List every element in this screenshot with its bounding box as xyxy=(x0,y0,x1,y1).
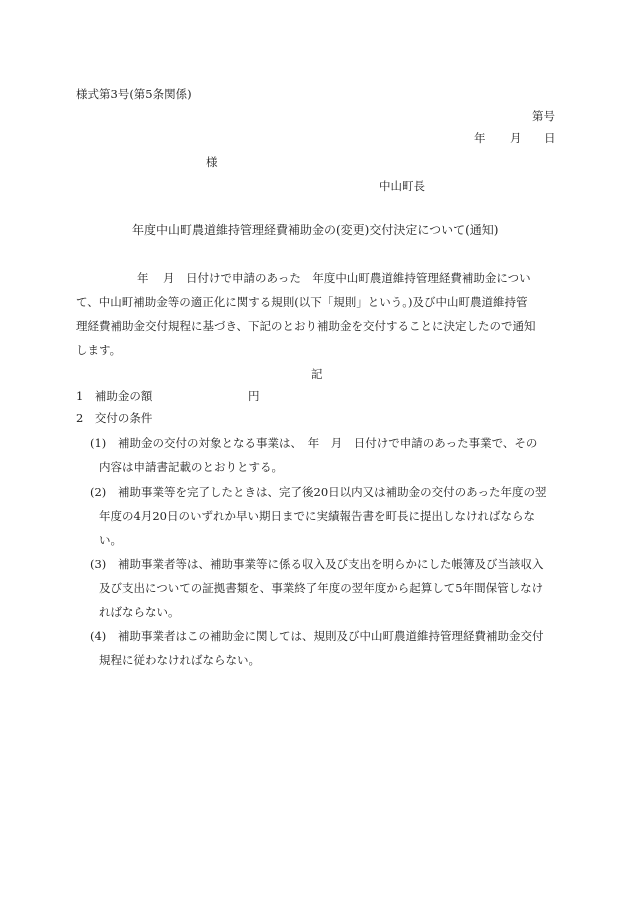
form-identifier: 様式第3号(第5条関係) xyxy=(76,87,192,101)
issuer-name: 中山町長 xyxy=(379,179,425,193)
condition-line: 規程に従わなければならない。 xyxy=(99,653,260,667)
body-month: 月 xyxy=(163,271,175,285)
condition-number: (4) xyxy=(90,629,107,643)
condition-line: 補助事業者等は、補助事業等に係る収入及び支出を明らかにした帳簿及び当該収入 xyxy=(118,557,544,571)
item-subsidy-amount-unit: 円 xyxy=(248,389,260,403)
condition-line: ればならない。 xyxy=(99,605,180,619)
condition-number: (2) xyxy=(90,485,107,499)
ki-heading: 記 xyxy=(311,367,323,381)
condition-line: 補助事業者はこの補助金に関しては、規則及び中山町農道維持管理経費補助金交付 xyxy=(118,629,544,643)
page-title: 年度中山町農道維持管理経費補助金の(変更)交付決定について(通知) xyxy=(132,223,499,237)
date-year: 年 xyxy=(474,131,486,145)
condition-number: (3) xyxy=(90,557,107,571)
condition-line: い。 xyxy=(99,533,122,547)
body-line-2: て、中山町補助金等の適正化に関する規則(以下「規則」という。)及び中山町農道維持管 xyxy=(76,295,528,309)
body-line-4: します。 xyxy=(76,343,122,357)
date-month: 月 xyxy=(510,131,522,145)
condition-line: 年度の4月20日のいずれか早い期日までに実績報告書を町長に提出しなければならな xyxy=(99,509,535,523)
condition-line: 補助事業等を完了したときは、完了後20日以内又は補助金の交付のあった年度の翌 xyxy=(118,485,547,499)
condition-line: 補助金の交付の対象となる事業は、 年 月 日付けで申請のあった事業で、その xyxy=(118,436,538,450)
condition-line: 及び支出についての証拠書類を、事業終了年度の翌年度から起算して5年間保管しなけ xyxy=(99,581,544,595)
body-year: 年 xyxy=(137,271,149,285)
document-number: 第号 xyxy=(532,109,555,123)
condition-number: (1) xyxy=(90,436,107,450)
body-line-3: 理経費補助金交付規程に基づき、下記のとおり補助金を交付することに決定したので通知 xyxy=(76,319,536,333)
addressee-suffix: 様 xyxy=(206,155,218,169)
date-day: 日 xyxy=(544,131,556,145)
body-line-1: 日付けで申請のあった 年度中山町農道維持管理経費補助金につい xyxy=(186,271,531,285)
condition-line: 内容は申請書記載のとおりとする。 xyxy=(99,460,283,474)
item-conditions-label: 2 交付の条件 xyxy=(76,411,153,425)
item-subsidy-amount-label: 1 補助金の額 xyxy=(76,389,153,403)
